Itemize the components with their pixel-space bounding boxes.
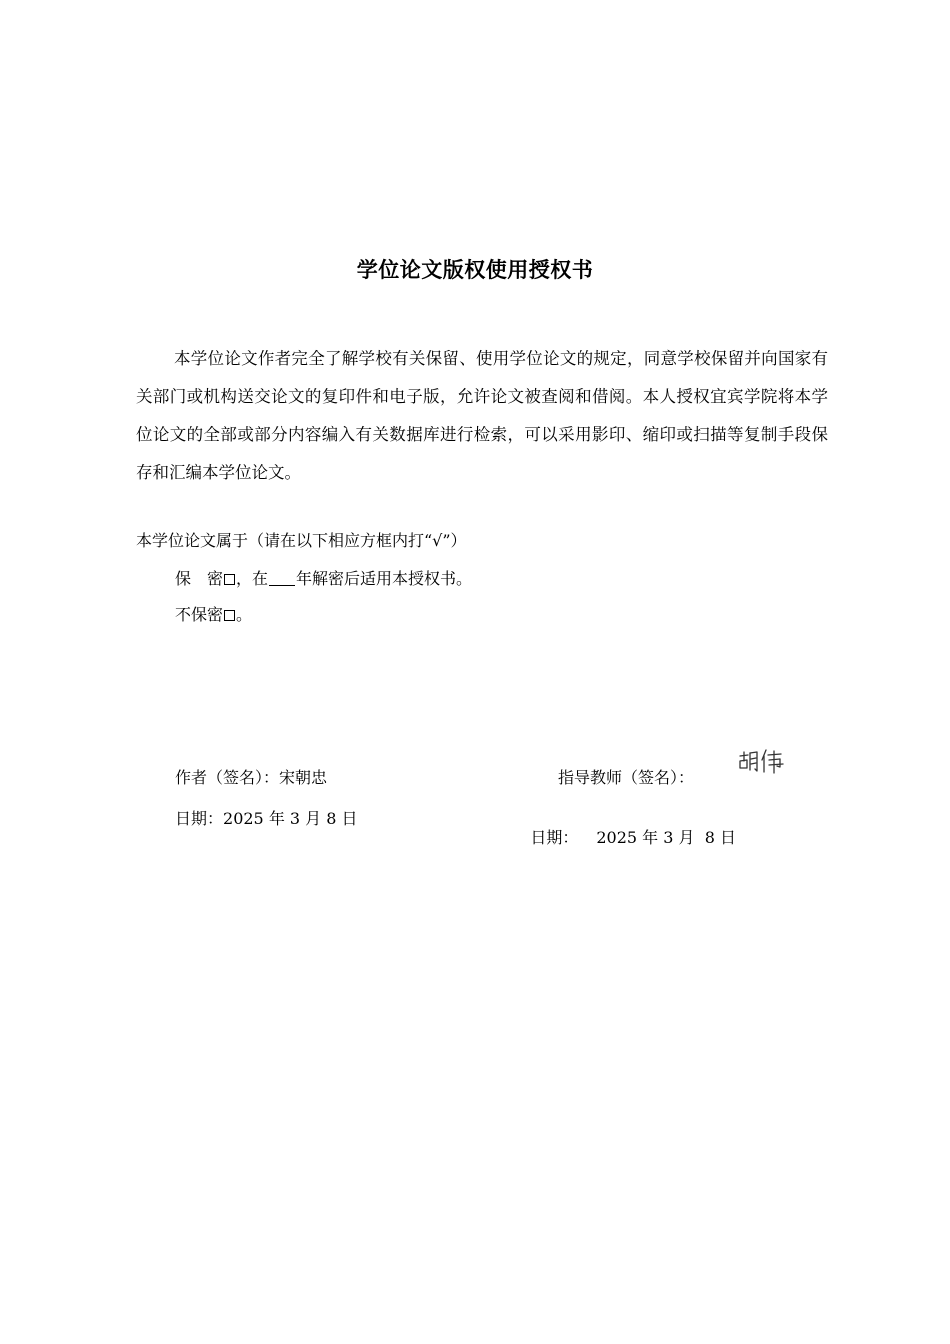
year-blank[interactable] (269, 571, 295, 586)
secret-option-line (175, 566, 472, 589)
author-name: 宋朝忠 (279, 768, 328, 787)
nonsecret-checkbox[interactable] (224, 610, 235, 621)
author-signature-line (175, 765, 327, 788)
secret-checkbox[interactable] (224, 574, 235, 585)
nonsecret-suffix: 。 (236, 605, 253, 624)
author-date: 2025 年 3 月 8 日 (223, 809, 358, 828)
advisor-handwritten-signature (736, 746, 788, 776)
document-title: 学位论文版权使用授权书 (356, 258, 594, 282)
author-signature-label: 作者（签名）： (175, 768, 280, 787)
advisor-date-line (510, 806, 736, 867)
advisor-signature-label: 指导教师（签名）： (558, 768, 695, 787)
author-date-label: 日期： (175, 809, 224, 828)
classification-prompt: 本学位论文属于（请在以下相应方框内打“√”） (136, 531, 467, 550)
authorization-paragraph: 本学位论文作者完全了解学校有关保留、使用学位论文的规定，同意学校保留并向国家有关部门或机构送交论文的复印件和电子版，允许论文被查阅和借阅。本人授权宜宾学院将本学位论文的全部或部分内容编入有关数据库进行检索，可以采用影印、缩印或扫描等复制手段保存和汇编本学位论文。 (136, 349, 828, 482)
author-date-line (175, 806, 358, 829)
advisor-date: 2025 年 3 月 8 日 (596, 828, 736, 847)
advisor-date-label: 日期： (530, 828, 579, 847)
secret-suffix-b: 年解密后适用本授权书。 (296, 569, 473, 588)
nonsecret-label: 不保密 (175, 605, 224, 624)
secret-label: 保 密 (175, 569, 224, 588)
nonsecret-option-line (175, 602, 252, 625)
secret-suffix-a: ，在 (236, 569, 269, 588)
